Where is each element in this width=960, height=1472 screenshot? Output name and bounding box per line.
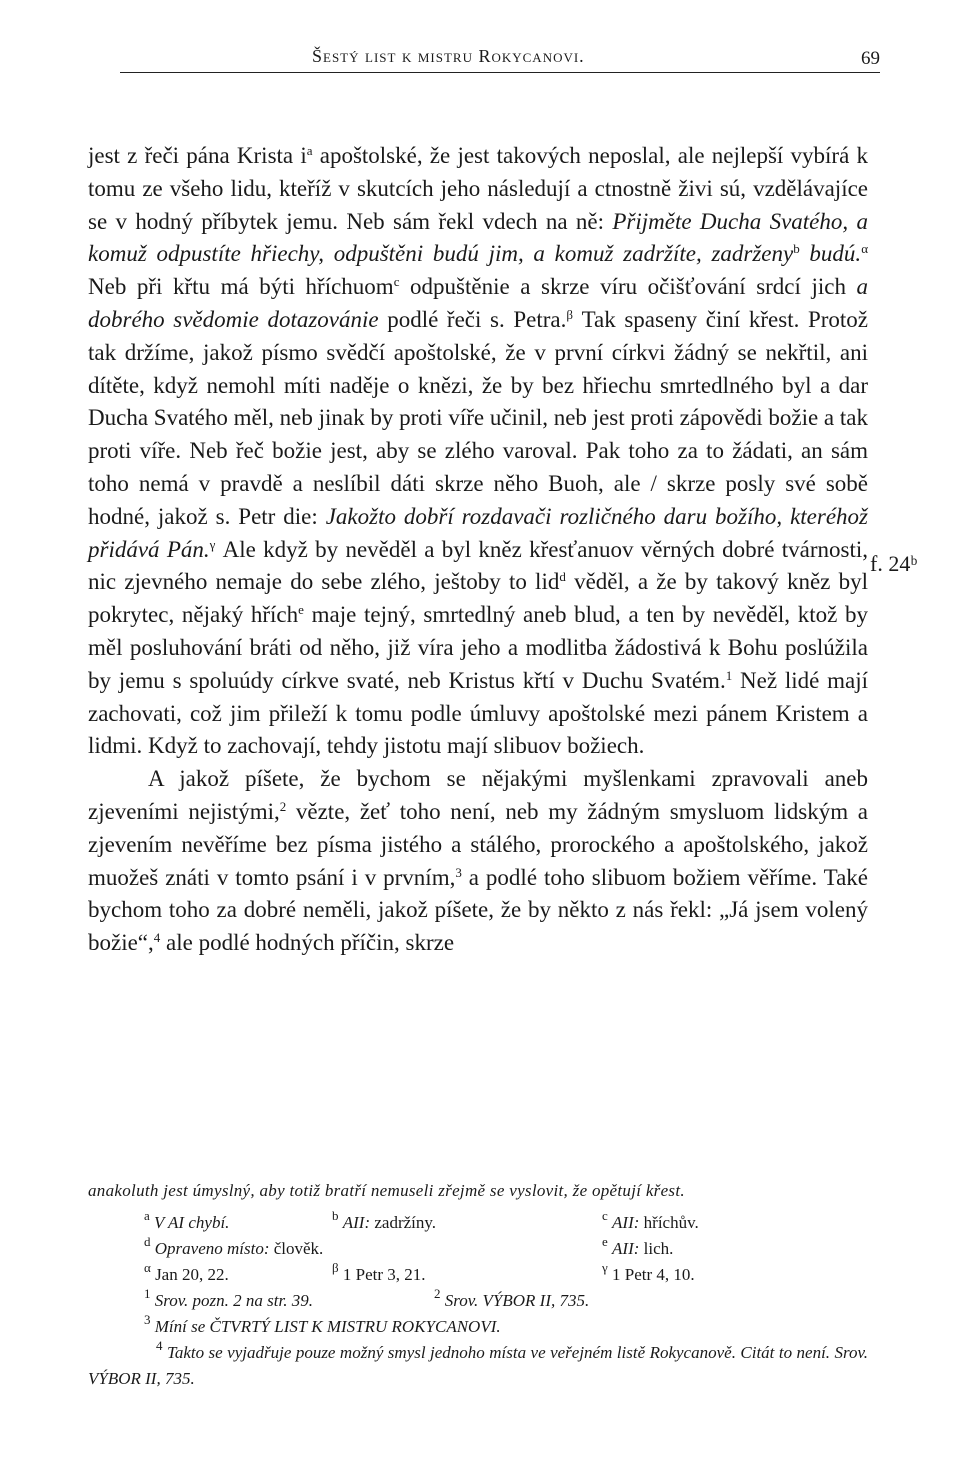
footnote-mark: d: [559, 569, 566, 585]
text-run: odpuštěnie a skrze víru očišťování srdcí jich: [399, 274, 857, 300]
footnote-text: Srov. pozn. 2 na str. 39.: [154, 1291, 313, 1310]
text-run: A jakož píšete, že bychom se nějakými myšlenkami zpravovali aneb zjeveními nejistými,: [88, 766, 868, 824]
italic-quote: budú.: [799, 241, 862, 267]
variant-note: [602, 1210, 812, 1236]
footnote-mark: β: [566, 306, 573, 322]
footnotes: [88, 1178, 868, 1392]
variant-note: [144, 1262, 332, 1288]
variant-note: [332, 1210, 602, 1236]
reading: 1 Petr 3, 21.: [342, 1265, 426, 1284]
footnote-mark: α: [861, 241, 868, 257]
text-run: Tak spaseny činí křest. Protož tak držíme, jakož písmo svědčí apoštolské, že v první církvi žádný se nekřtil, ani dítěte, když nemohl míti naděje o knězi, že by bez hřiechu smrtedlného byl a dar Ducha Svatého měl, neb jinak by proti víře učinil, neb jest proti zápovědi božie a tak proti víře. Neb řeč božie jest, aby se zlého varoval. Pak toho za to žádati, an sám toho nemá v pravdě a neslíbil dáti skrze něho Buoh, ale / skrze posly své sobě hodné, jakož s. Petr die:: [88, 306, 868, 529]
italic-quote: Jakožto dobří rozdavači rozličného daru božího, kteréhož přidává Pán.: [88, 503, 868, 562]
footnote-mark: b: [332, 1208, 339, 1223]
footnote-text: Srov. VÝBOR II, 735.: [444, 1291, 590, 1310]
footnote-mark: 4: [153, 930, 161, 946]
source-siglum: V AI chybí.: [154, 1213, 230, 1232]
text-run: Neb při křtu má býti hříchuom: [88, 274, 394, 300]
variant-note: [602, 1236, 812, 1262]
footnote-mark: γ: [602, 1260, 608, 1275]
text-run: věděl, a že by takový kněz byl pokrytec, nějaký hřích: [88, 569, 868, 628]
footnote-mark: e: [298, 602, 304, 618]
editor-note: anakoluth jest úmyslný, aby totiž bratří nemuseli zřejmě se vyslovit, že opětují křest.: [88, 1181, 685, 1200]
variant-row: [144, 1210, 868, 1236]
footnote-row: [144, 1288, 868, 1314]
footnote-mark: β: [332, 1260, 339, 1275]
footnote-mark: γ: [209, 536, 216, 552]
source-siglum: AII:: [342, 1213, 371, 1232]
variant-row: [144, 1262, 868, 1288]
variant-note: [144, 1236, 332, 1262]
footnote-mark: a: [306, 143, 313, 158]
footnote-mark: 2: [279, 798, 287, 814]
reading: lich.: [639, 1239, 674, 1258]
text-run: Než lidé mají zachovati, což jim přileží k tomu podle úmluvy apoštolské mezi pánem Kristem a lidmi. Když to zachovají, tehdy jistotu mají slibuov božiech.: [88, 667, 868, 759]
footnote-mark: c: [393, 274, 400, 290]
variant-note: [332, 1262, 602, 1288]
text-run: ale podlé hodných příčin, skrze: [160, 930, 455, 956]
folio-margin-note: f. 24ᵇ: [870, 551, 918, 576]
footnote-4: $^4$ Takto se vyjadřuje pouze možný smysl jednoho místa ve veřejném listě Rokycanově. Citát to není. Srov. VÝBOR II, 735.: [88, 1338, 869, 1388]
italic-quote: a dobrého svědomie dotazovánie: [88, 274, 868, 332]
text-run: vězte, žeť toho není, neb my žádným smysluom lidským a zjevením nevěříme bez písma jistého a stálého, prorockého a apoštolského, jakož muožeš znáti v tomto psání i v prvním,: [88, 798, 868, 890]
page-number: 69: [861, 48, 880, 69]
reading: 1 Petr 4, 10.: [612, 1265, 695, 1284]
source-siglum: AII:: [612, 1213, 640, 1232]
variant-note: [144, 1210, 332, 1236]
text-run: jest z řeči pána Krista i: [88, 143, 307, 168]
footnote-2: $^2$ Srov. VÝBOR II, 735.: [434, 1286, 590, 1310]
variant-notes: [88, 1210, 868, 1288]
footnote-mark: d: [144, 1234, 151, 1249]
footnote-1: $^1$ Srov. pozn. 2 na str. 39.: [144, 1286, 313, 1310]
text-run: podlé řeči s. Petra.: [378, 306, 567, 332]
footnote-mark: b: [793, 241, 800, 257]
text-run: Ale když by nevěděl a byl kněz křesťanuov věrných dobré tvárnosti, nic zjevného nemaje do sebe zlého, ještoby to lid: [88, 536, 868, 595]
page-header: [120, 40, 880, 74]
source-siglum: Opraveno místo:: [154, 1239, 270, 1258]
reading: zadržíny.: [370, 1213, 437, 1232]
paragraph-1: [88, 140, 868, 763]
footnote-text: Takto se vyjadřuje pouze možný smysl jednoho místa ve veřejném listě Rokycanově. Citát to není. Srov. VÝBOR II, 735.: [88, 1343, 869, 1388]
variant-note: [602, 1262, 812, 1288]
paragraph-2: [88, 763, 868, 960]
variant-row: [144, 1236, 868, 1262]
reading: člověk.: [269, 1239, 324, 1258]
footnote-mark: α: [144, 1260, 151, 1275]
text-run: apoštolské, že jest takových neposlal, ale nejlepší vybírá k tomu ze všeho lidu, kteříž v skutcích jeho následují a ctnostně živi sú, vzdělávajíce se v hodný příbytek jemu. Neb sám řekl vdech na ně:: [88, 143, 868, 234]
main-text: [88, 140, 868, 960]
italic-quote: Přijměte Ducha Svatého, a komuž odpustíte hřiechy, odpuštěni budú jim, a komuž zadržíte, zadrženy: [88, 208, 868, 267]
footnote-mark: a: [144, 1208, 150, 1223]
header-rule: [120, 72, 880, 73]
footnote-3: $^3$ Míní se ČTVRTÝ LIST K MISTRU ROKYCANOVI.: [144, 1312, 501, 1336]
variant-note: [332, 1236, 602, 1262]
footnote-mark: c: [602, 1208, 608, 1223]
reading: Jan 20, 22.: [155, 1265, 229, 1284]
footnote-mark: 3: [455, 864, 462, 880]
footnote-text: Míní se ČTVRTÝ LIST K MISTRU ROKYCANOVI.: [154, 1317, 501, 1336]
footnote-mark: e: [602, 1234, 608, 1249]
running-title: Šestý list k mistru Rokycanovi.: [312, 46, 585, 66]
text-run: a podlé toho slibuom božiem věříme. Také bychom toho za dobré neměli, jakož píšete, že by někto z nás řekl: „Já jsem volený božie“,: [88, 864, 868, 956]
reading: hříchův.: [639, 1213, 699, 1232]
footnote-mark: 1: [725, 667, 733, 683]
source-siglum: AII:: [612, 1239, 640, 1258]
text-run: maje tejný, smrtedlný aneb blud, a ten by nevěděl, ktož by měl posluhování bráti od něho, již víra jeho a modlitba žádostivá k Bohu poslúžila by jemu s spoluúdy církve svaté, neb Kristus křtí v Duchu Svatém.: [88, 602, 869, 693]
